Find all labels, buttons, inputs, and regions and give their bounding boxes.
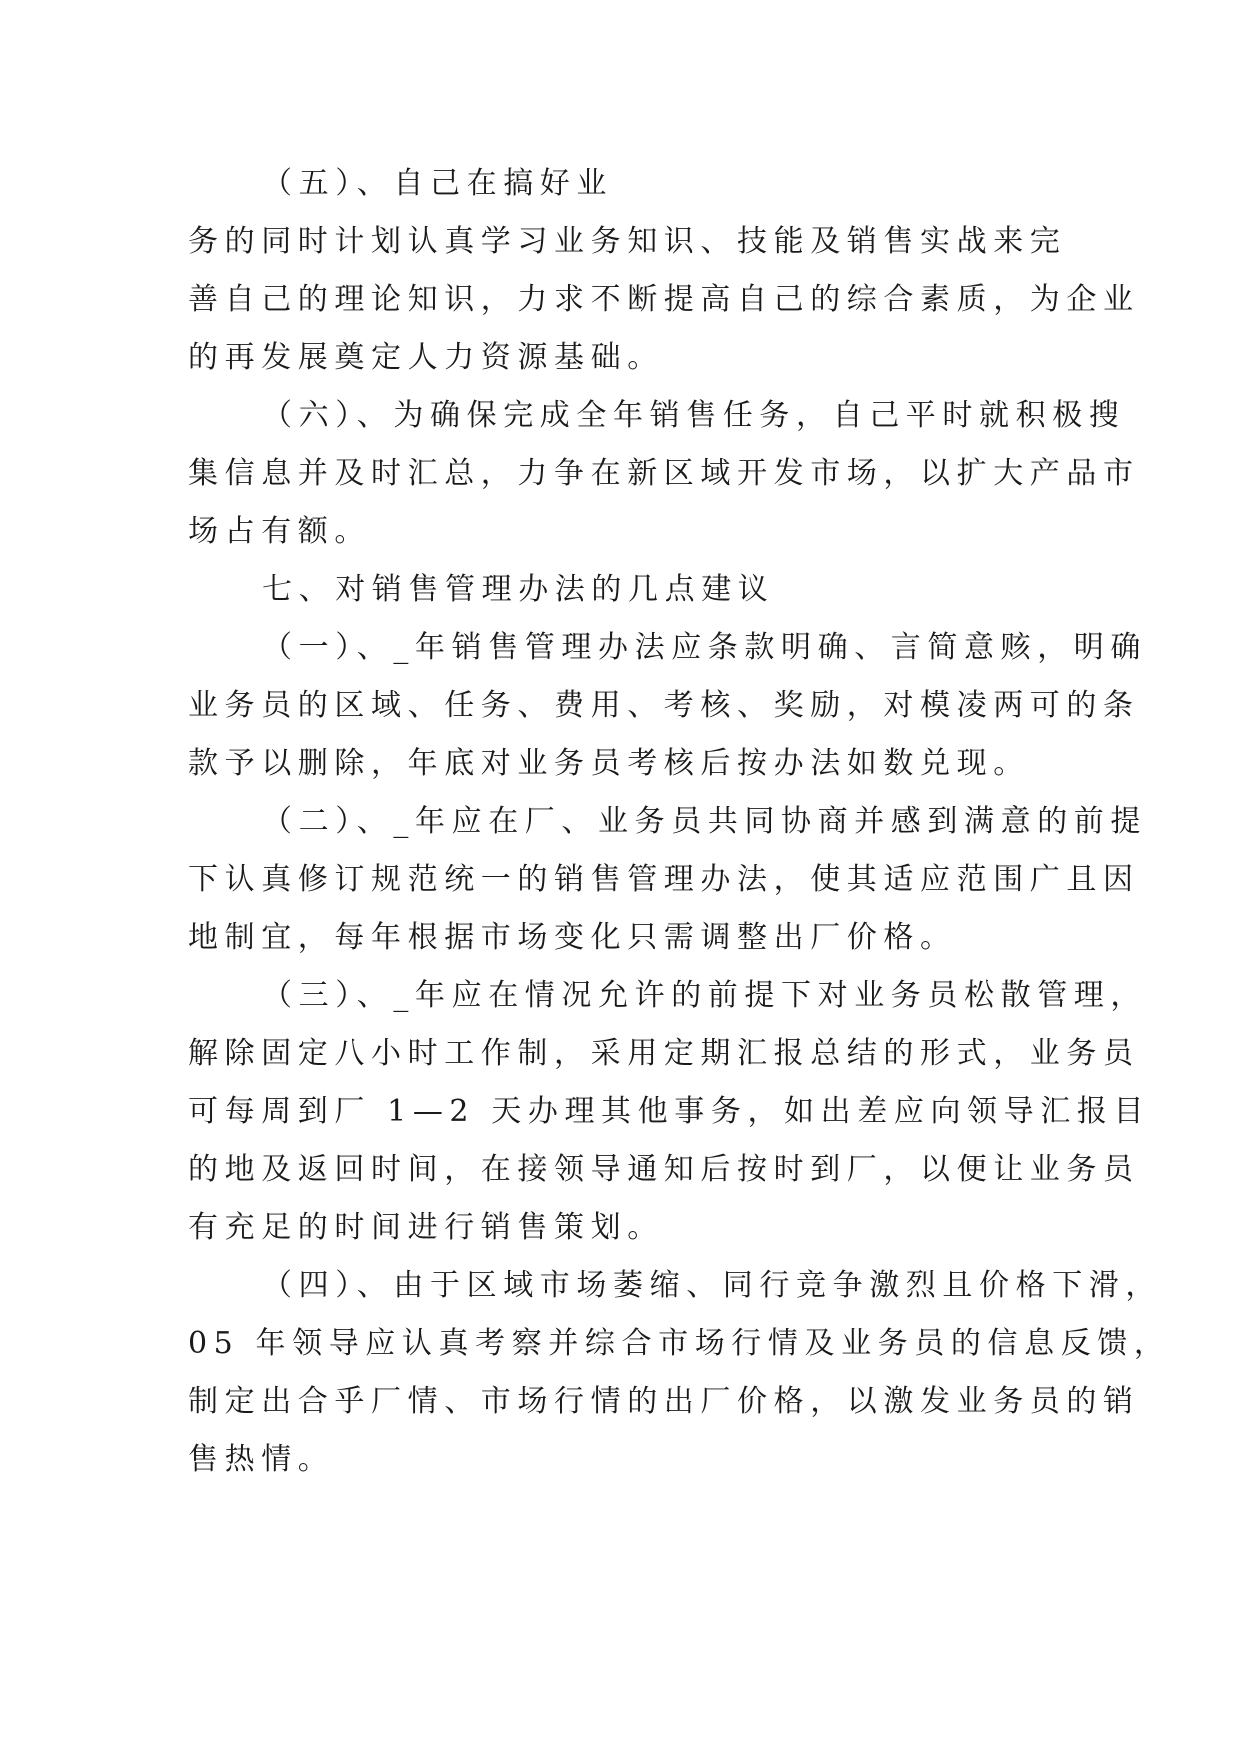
- paragraph-line: 的地及返回时间，在接领导通知后按时到厂，以便让业务员: [188, 1152, 1140, 1187]
- paragraph-line: 务的同时计划认真学习业务知识、技能及销售实战来完: [188, 224, 1067, 259]
- paragraph-line: 集信息并及时汇总，力争在新区域开发市场，以扩大产品市: [188, 456, 1140, 491]
- paragraph-line: （一）、_年销售管理办法应条款明确、言简意赅，明确: [262, 630, 1147, 665]
- paragraph-line: （四）、由于区域市场萎缩、同行竞争激烈且价格下滑，: [262, 1268, 1162, 1303]
- paragraph-line: 下认真修订规范统一的销售管理办法，使其适应范围广且因: [188, 862, 1140, 897]
- paragraph-line: （六）、为确保完成全年销售任务，自己平时就积极搜: [262, 398, 1126, 433]
- paragraph-line: 款予以删除，年底对业务员考核后按办法如数兑现。: [188, 746, 1030, 781]
- paragraph-line: 解除固定八小时工作制，采用定期汇报总结的形式，业务员: [188, 1036, 1140, 1071]
- paragraph-line: 有充足的时间进行销售策划。: [188, 1210, 664, 1245]
- section-heading: 七、对销售管理办法的几点建议: [262, 572, 775, 607]
- paragraph-line: （五）、自己在搞好业: [262, 166, 613, 201]
- paragraph-line: （二）、_年应在厂、业务员共同协商并感到满意的前提: [262, 804, 1147, 839]
- paragraph-line: （三）、_年应在情况允许的前提下对业务员松散管理，: [262, 978, 1147, 1013]
- paragraph-line: 地制宜，每年根据市场变化只需调整出厂价格。: [188, 920, 957, 955]
- paragraph-line: 制定出合乎厂情、市场行情的出厂价格，以激发业务员的销: [188, 1384, 1140, 1419]
- paragraph-line: 05 年领导应认真考察并综合市场行情及业务员的信息反馈，: [188, 1326, 1171, 1361]
- paragraph-line: 善自己的理论知识，力求不断提高自己的综合素质，为企业: [188, 282, 1140, 317]
- paragraph-line: 售热情。: [188, 1442, 335, 1477]
- paragraph-line: 业务员的区域、任务、费用、考核、奖励，对模凌两可的条: [188, 688, 1140, 723]
- paragraph-line: 的再发展奠定人力资源基础。: [188, 340, 664, 375]
- paragraph-line: 场占有额。: [188, 514, 371, 549]
- paragraph-line: 可每周到厂 1—2 天办理其他事务，如出差应向领导汇报目: [188, 1094, 1151, 1129]
